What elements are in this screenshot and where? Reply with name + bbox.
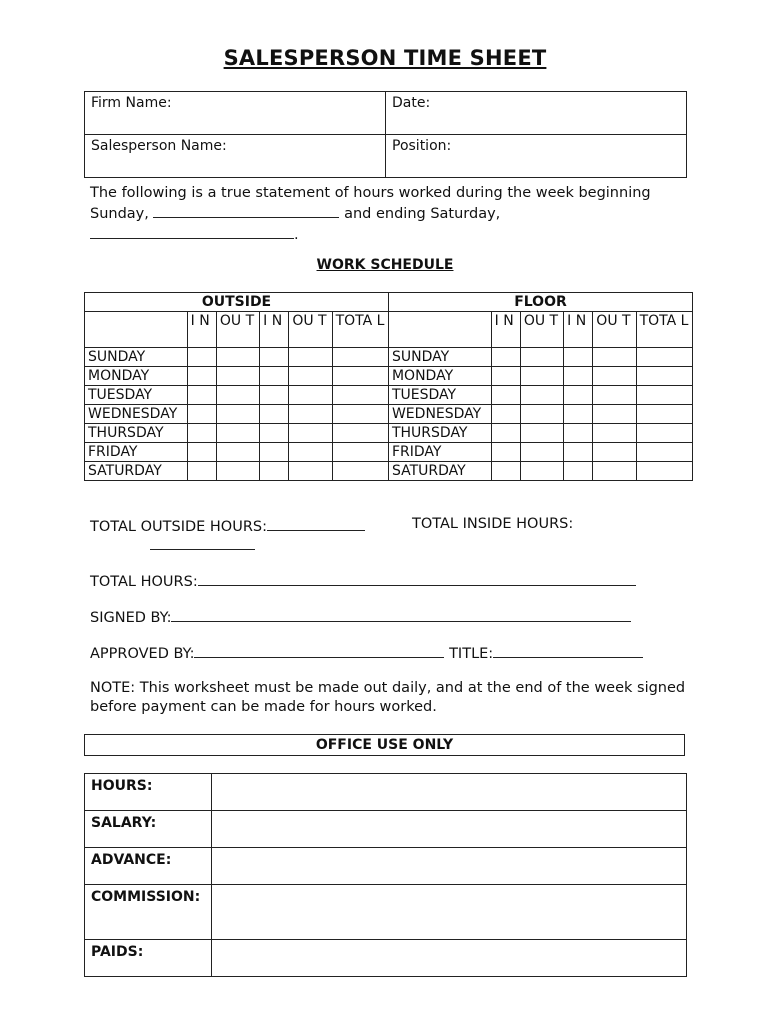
floor-group-header: FLOOR [388, 293, 692, 312]
floor-day-label: SATURDAY [388, 462, 491, 481]
office-row [85, 848, 687, 885]
column-header-row [85, 312, 693, 348]
salesperson-name-label: Salesperson Name: [91, 138, 227, 154]
outside-day-label: WEDNESDAY [85, 405, 188, 424]
outside-in-cell[interactable] [187, 443, 216, 462]
outside-out2-cell[interactable] [289, 348, 332, 367]
floor-day-label: FRIDAY [388, 443, 491, 462]
position-label: Position: [392, 138, 452, 154]
outside-day-label: THURSDAY [85, 424, 188, 443]
office-row-value[interactable] [212, 885, 687, 940]
statement-text-1: The following is a true statement of hours worked during the week beginning Sunday, [90, 185, 651, 222]
page-title: SALESPERSON TIME SHEET [223, 46, 547, 70]
outside-total-cell[interactable] [332, 386, 388, 405]
floor-total-cell[interactable] [636, 443, 692, 462]
floor-out-cell[interactable] [520, 386, 563, 405]
position-field[interactable] [386, 135, 687, 178]
outside-in2-header: I N [260, 312, 289, 348]
floor-out2-cell[interactable] [593, 405, 636, 424]
schedule-row [85, 443, 693, 462]
floor-out-cell[interactable] [520, 424, 563, 443]
floor-in-cell[interactable] [491, 367, 520, 386]
floor-out-cell[interactable] [520, 367, 563, 386]
outside-in2-cell[interactable] [260, 348, 289, 367]
floor-total-cell[interactable] [636, 462, 692, 481]
floor-total-cell[interactable] [636, 405, 692, 424]
outside-out-cell[interactable] [216, 348, 259, 367]
office-row [85, 885, 687, 940]
outside-total-cell[interactable] [332, 367, 388, 386]
outside-out2-cell[interactable] [289, 405, 332, 424]
floor-day-label: TUESDAY [388, 386, 491, 405]
outside-total-header: TOTA L [332, 312, 388, 348]
outside-total-cell[interactable] [332, 424, 388, 443]
outside-out2-header: OU T [289, 312, 332, 348]
outside-total-cell[interactable] [332, 443, 388, 462]
floor-out2-cell[interactable] [593, 367, 636, 386]
outside-out-cell[interactable] [216, 386, 259, 405]
floor-out2-cell[interactable] [593, 348, 636, 367]
floor-total-cell[interactable] [636, 386, 692, 405]
total-outside-label: TOTAL OUTSIDE HOURS: [90, 519, 268, 535]
floor-in2-cell[interactable] [564, 405, 593, 424]
outside-in-cell[interactable] [187, 462, 216, 481]
outside-out-cell[interactable] [216, 367, 259, 386]
approved-by-label: APPROVED BY: [90, 646, 195, 662]
office-row [85, 940, 687, 977]
floor-total-cell[interactable] [636, 424, 692, 443]
floor-total-header: TOTA L [636, 312, 692, 348]
outside-in-cell[interactable] [187, 348, 216, 367]
approved-by-line [90, 643, 643, 662]
schedule-row [85, 405, 693, 424]
title-label: TITLE: [449, 646, 494, 662]
total-inside-blank[interactable] [150, 535, 255, 550]
outside-day-label: SATURDAY [85, 462, 188, 481]
office-row-label: SALARY: [85, 811, 212, 848]
floor-out-cell[interactable] [520, 405, 563, 424]
work-schedule-title: WORK SCHEDULE [316, 257, 454, 273]
signed-by-blank[interactable] [171, 607, 631, 622]
total-outside-blank[interactable] [267, 516, 365, 531]
outside-in2-cell[interactable] [260, 367, 289, 386]
outside-out-cell[interactable] [216, 443, 259, 462]
office-use-header: OFFICE USE ONLY [84, 734, 685, 756]
outside-group-header: OUTSIDE [85, 293, 389, 312]
outside-out-cell[interactable] [216, 462, 259, 481]
floor-out2-cell[interactable] [593, 386, 636, 405]
statement-text-2: and ending Saturday, [344, 206, 501, 222]
floor-total-cell[interactable] [636, 348, 692, 367]
office-row-label: COMMISSION: [85, 885, 212, 940]
floor-in2-cell[interactable] [564, 462, 593, 481]
floor-day-label: SUNDAY [388, 348, 491, 367]
outside-in-header: I N [187, 312, 216, 348]
header-info-table [84, 91, 687, 178]
floor-out-cell[interactable] [520, 348, 563, 367]
outside-out2-cell[interactable] [289, 443, 332, 462]
floor-total-cell[interactable] [636, 367, 692, 386]
outside-total-cell[interactable] [332, 462, 388, 481]
floor-out2-cell[interactable] [593, 443, 636, 462]
floor-out2-header: OU T [593, 312, 636, 348]
office-row-value[interactable] [212, 811, 687, 848]
outside-in2-cell[interactable] [260, 386, 289, 405]
floor-in2-cell[interactable] [564, 367, 593, 386]
outside-out2-cell[interactable] [289, 462, 332, 481]
schedule-row [85, 462, 693, 481]
outside-out-header: OU T [216, 312, 259, 348]
outside-day-label: SUNDAY [85, 348, 188, 367]
outside-in2-cell[interactable] [260, 443, 289, 462]
outside-in2-cell[interactable] [260, 405, 289, 424]
floor-day-label: MONDAY [388, 367, 491, 386]
schedule-row [85, 367, 693, 386]
floor-out2-cell[interactable] [593, 424, 636, 443]
floor-out-cell[interactable] [520, 443, 563, 462]
outside-out2-cell[interactable] [289, 367, 332, 386]
outside-day-label: MONDAY [85, 367, 188, 386]
week-begin-blank[interactable] [153, 203, 339, 218]
floor-in2-header: I N [564, 312, 593, 348]
outside-day-label: TUESDAY [85, 386, 188, 405]
floor-in-cell[interactable] [491, 405, 520, 424]
date-label: Date: [392, 95, 431, 111]
floor-in-cell[interactable] [491, 386, 520, 405]
office-row-label: PAIDS: [85, 940, 212, 977]
total-inside-hours-line [412, 516, 682, 532]
floor-day-label: THURSDAY [388, 424, 491, 443]
total-hours-line [90, 571, 636, 590]
title-blank[interactable] [493, 643, 643, 658]
floor-out2-cell[interactable] [593, 462, 636, 481]
floor-out-header: OU T [520, 312, 563, 348]
floor-day-label: WEDNESDAY [388, 405, 491, 424]
note-text: NOTE: This worksheet must be made out daily, and at the end of the week signed before payment can be made for hours worked. [90, 680, 686, 715]
outside-in-cell[interactable] [187, 386, 216, 405]
total-hours-label: TOTAL HOURS: [90, 574, 198, 590]
office-row-label: HOURS: [85, 774, 212, 811]
schedule-row [85, 424, 693, 443]
total-outside-hours-line [90, 516, 365, 535]
floor-in2-cell[interactable] [564, 443, 593, 462]
office-use-table [84, 773, 687, 977]
week-end-blank[interactable] [90, 224, 294, 239]
date-field[interactable] [386, 92, 687, 135]
schedule-row [85, 386, 693, 405]
floor-in-cell[interactable] [491, 348, 520, 367]
statement-end: . [294, 227, 299, 243]
total-hours-blank[interactable] [198, 571, 636, 586]
outside-day-label: FRIDAY [85, 443, 188, 462]
office-row [85, 811, 687, 848]
outside-out2-cell[interactable] [289, 424, 332, 443]
outside-out-cell[interactable] [216, 405, 259, 424]
approved-by-blank[interactable] [194, 643, 444, 658]
floor-in-cell[interactable] [491, 462, 520, 481]
outside-in-cell[interactable] [187, 424, 216, 443]
signed-by-label: SIGNED BY: [90, 610, 172, 626]
outside-in-cell[interactable] [187, 367, 216, 386]
floor-out-cell[interactable] [520, 462, 563, 481]
outside-in2-cell[interactable] [260, 424, 289, 443]
office-row [85, 774, 687, 811]
firm-name-field[interactable] [85, 92, 386, 135]
office-row-label: ADVANCE: [85, 848, 212, 885]
outside-out-cell[interactable] [216, 424, 259, 443]
outside-total-cell[interactable] [332, 405, 388, 424]
floor-in2-cell[interactable] [564, 348, 593, 367]
total-inside-label: TOTAL INSIDE HOURS: [412, 516, 574, 532]
salesperson-name-field[interactable] [85, 135, 386, 178]
outside-total-cell[interactable] [332, 348, 388, 367]
floor-in2-cell[interactable] [564, 386, 593, 405]
office-row-value[interactable] [212, 940, 687, 977]
outside-in-cell[interactable] [187, 405, 216, 424]
work-schedule-table [84, 292, 693, 481]
office-row-value[interactable] [212, 848, 687, 885]
firm-name-label: Firm Name: [91, 95, 172, 111]
outside-out2-cell[interactable] [289, 386, 332, 405]
floor-in-cell[interactable] [491, 443, 520, 462]
schedule-row [85, 348, 693, 367]
floor-in2-cell[interactable] [564, 424, 593, 443]
signed-by-line [90, 607, 631, 626]
floor-in-header: I N [491, 312, 520, 348]
outside-in2-cell[interactable] [260, 462, 289, 481]
office-row-value[interactable] [212, 774, 687, 811]
statement-paragraph [90, 184, 690, 245]
floor-in-cell[interactable] [491, 424, 520, 443]
